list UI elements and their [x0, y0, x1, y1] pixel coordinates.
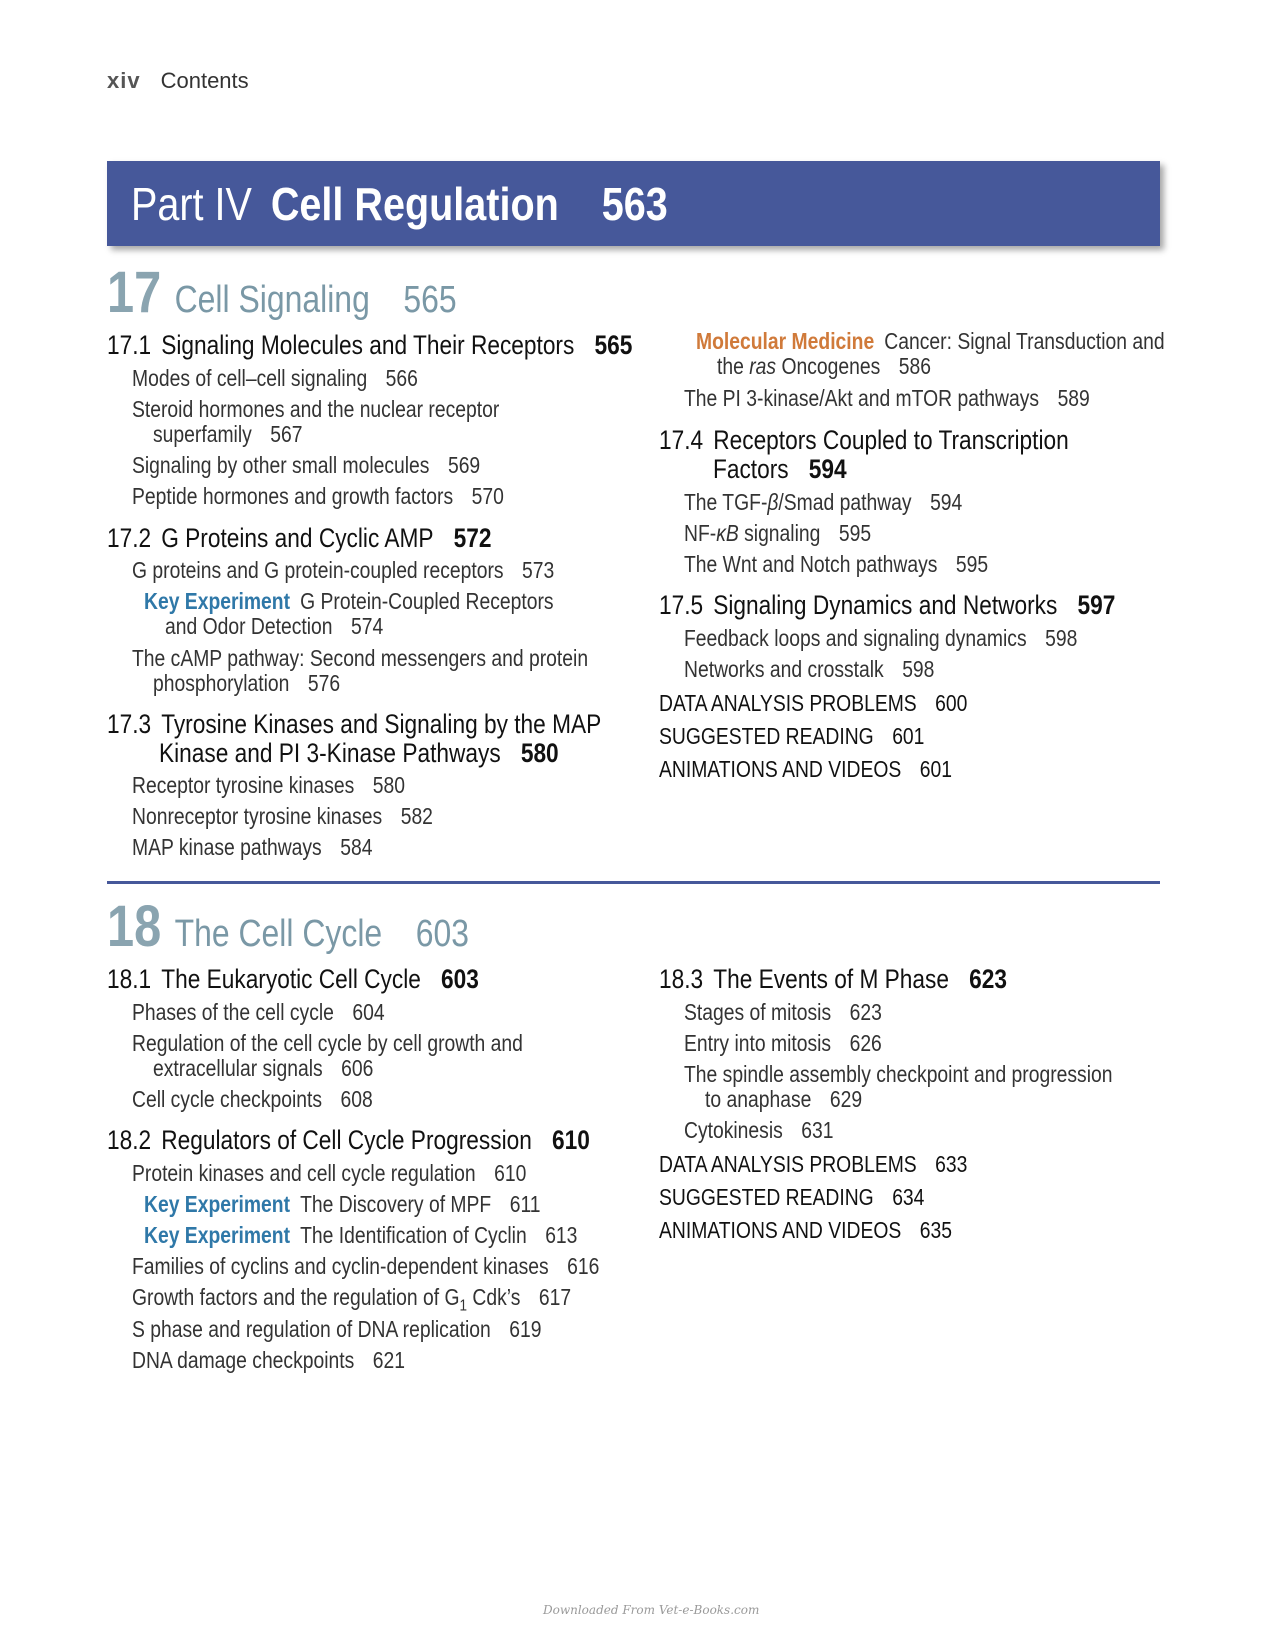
end-matter-data-analysis: DATA ANALYSIS PROBLEMS 633: [659, 1151, 968, 1177]
key-experiment-label: Key Experiment: [144, 588, 291, 614]
toc-entry-continued: superfamily 567: [153, 421, 303, 447]
toc-entry: The TGF-β/Smad pathway 594: [684, 489, 963, 515]
part-prefix: Part IV: [131, 178, 252, 230]
section-page: 565: [594, 330, 633, 360]
toc-entry: Nonreceptor tyrosine kinases 582: [132, 803, 433, 829]
toc-entry: Families of cyclins and cyclin-dependent kinases 616: [132, 1253, 600, 1279]
toc-entry: S phase and regulation of DNA replication 619: [132, 1316, 542, 1342]
toc-entry: Signaling by other small molecules 569: [132, 452, 481, 478]
chapter-title: Cell Signaling: [174, 279, 370, 321]
chapter-page: 565: [403, 279, 457, 321]
part-banner: [107, 161, 1160, 246]
section-17-3: 17.3 Tyrosine Kinases and Signaling by the MAP: [107, 709, 602, 739]
section-17-4: 17.4 Receptors Coupled to Transcription: [659, 425, 1069, 455]
chapter-17-heading: [107, 259, 457, 326]
toc-entry: Cell cycle checkpoints 608: [132, 1086, 373, 1112]
toc-entry: Cytokinesis 631: [684, 1117, 834, 1143]
toc-entry: Growth factors and the regulation of $G_1$ Cdk’s 617: [132, 1284, 572, 1315]
molecular-medicine-label: Molecular Medicine: [696, 328, 875, 354]
toc-entry-continued: extracellular signals 606: [153, 1055, 374, 1081]
section-18-3: 18.3 The Events of M Phase 623: [659, 964, 1007, 994]
toc-entry: Steroid hormones and the nuclear receptor: [132, 396, 500, 422]
toc-entry: Phases of the cell cycle 604: [132, 999, 385, 1025]
section-17-4-continued: Factors 594: [713, 454, 847, 484]
toc-entry: Stages of mitosis 623: [684, 999, 882, 1025]
section-title: Signaling Molecules and Their Receptors: [161, 330, 575, 360]
part-page: 563: [601, 178, 668, 230]
part-title: Cell Regulation: [270, 178, 559, 230]
toc-entry: Receptor tyrosine kinases 580: [132, 772, 405, 798]
end-matter-suggested-reading: SUGGESTED READING 601: [659, 723, 925, 749]
toc-entry: Protein kinases and cell cycle regulation 610: [132, 1160, 527, 1186]
toc-entry-continued: phosphorylation 576: [153, 670, 341, 696]
section-17-2: 17.2 G Proteins and Cyclic AMP 572: [107, 523, 492, 553]
toc-entry: The Wnt and Notch pathways 595: [684, 551, 989, 577]
section-17-3-continued: Kinase and PI 3-Kinase Pathways 580: [159, 738, 559, 768]
toc-entry: Regulation of the cell cycle by cell growth and: [132, 1030, 523, 1056]
key-experiment-box: Key Experiment The Discovery of MPF 611: [144, 1191, 541, 1217]
end-matter-animations: ANIMATIONS AND VIDEOS 601: [659, 756, 952, 782]
end-matter-suggested-reading: SUGGESTED READING 634: [659, 1184, 925, 1210]
toc-entry-continued: to anaphase 629: [705, 1086, 863, 1112]
toc-entry: Networks and crosstalk 598: [684, 656, 935, 682]
chapter-divider: [107, 881, 1160, 884]
toc-entry: The spindle assembly checkpoint and progression: [684, 1061, 1113, 1087]
page-numeral: xiv: [107, 68, 141, 93]
toc-entry: Feedback loops and signaling dynamics 598: [684, 625, 1078, 651]
section-17-5: 17.5 Signaling Dynamics and Networks 597: [659, 590, 1116, 620]
toc-entry: G proteins and G protein-coupled receptors 573: [132, 557, 555, 583]
running-header-label: Contents: [160, 68, 249, 93]
end-matter-animations: ANIMATIONS AND VIDEOS 635: [659, 1217, 952, 1243]
toc-entry-continued: the ras Oncogenes 586: [717, 353, 931, 379]
section-18-1: 18.1 The Eukaryotic Cell Cycle 603: [107, 964, 479, 994]
toc-entry: NF-κB signaling 595: [684, 520, 872, 546]
toc-entry-continued: and Odor Detection 574: [165, 613, 384, 639]
section-17-1: [107, 330, 632, 361]
running-header: [107, 68, 249, 94]
key-experiment-box: Key Experiment The Identification of Cyclin 613: [144, 1222, 578, 1248]
toc-entry: The PI 3-kinase/Akt and mTOR pathways 589: [684, 385, 1090, 411]
watermark: Downloaded From Vet-e-Books.com: [543, 1603, 760, 1617]
end-matter-data-analysis: DATA ANALYSIS PROBLEMS 600: [659, 690, 968, 716]
toc-entry: MAP kinase pathways 584: [132, 834, 373, 860]
chapter-number: 17: [107, 260, 162, 325]
key-experiment-box: Key Experiment G Protein-Coupled Receptors: [144, 588, 554, 614]
toc-entry: The cAMP pathway: Second messengers and protein: [132, 645, 589, 671]
toc-entry: Entry into mitosis 626: [684, 1030, 882, 1056]
chapter-18-heading: 18 The Cell Cycle 603: [107, 894, 470, 959]
molecular-medicine-box: Molecular Medicine Cancer: Signal Transduction and: [696, 328, 1165, 354]
section-18-2: 18.2 Regulators of Cell Cycle Progression 610: [107, 1125, 590, 1155]
section-number: 17.1: [107, 330, 152, 360]
toc-entry: Peptide hormones and growth factors 570: [132, 483, 504, 509]
toc-entry: DNA damage checkpoints 621: [132, 1347, 406, 1373]
toc-entry: Modes of cell–cell signaling 566: [132, 365, 418, 391]
